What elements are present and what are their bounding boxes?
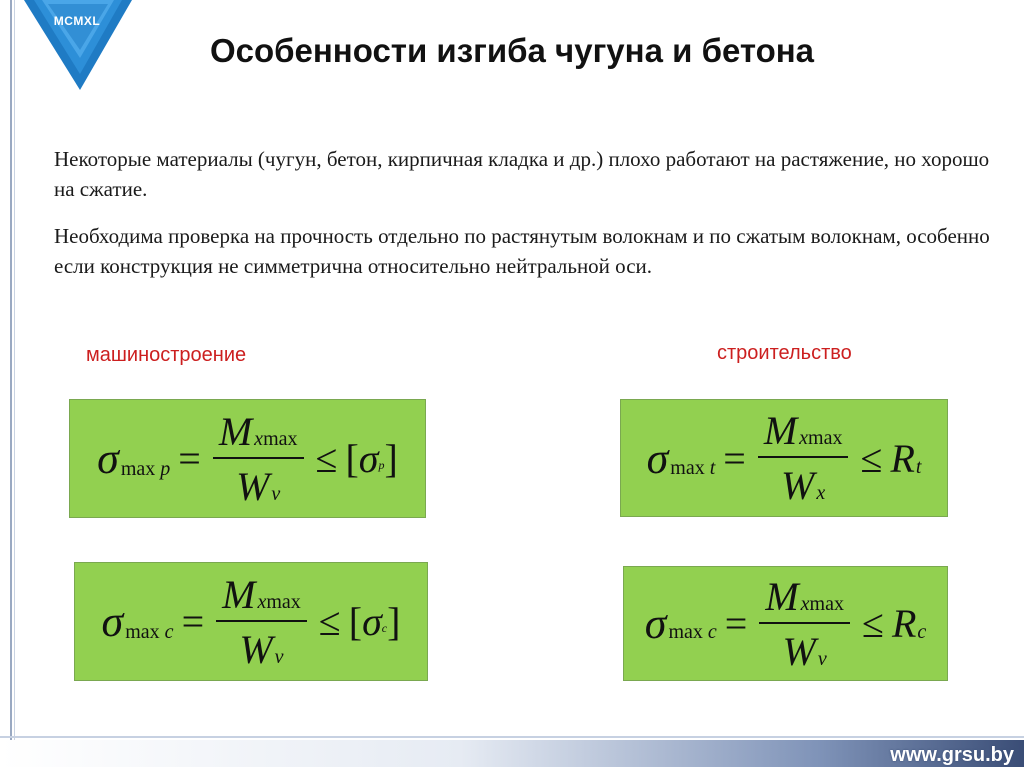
formula-box-compression-build (623, 566, 948, 681)
design-resistance-subscript: c (917, 621, 927, 643)
equals-sign: = (724, 601, 748, 646)
left-border-line-thin (14, 0, 15, 740)
formula-box-tension-mech (69, 399, 426, 518)
numerator: M xmax (213, 408, 304, 459)
label-construction: строительство (717, 342, 852, 364)
denominator: W v (782, 628, 827, 674)
formula-compression-mech (75, 563, 427, 680)
logo-text: MCMXL (53, 14, 101, 28)
formula-box-compression-mech (74, 562, 428, 681)
formula-tension-build (621, 400, 947, 516)
allowable-sigma: σ (358, 436, 379, 481)
sigma-subscript: max c (125, 621, 174, 643)
paragraph-materials: Некоторые материалы (чугун, бетон, кирпичная кладка и др.) плохо работают на растяжение, но хорошо на сжатие. (54, 147, 990, 201)
right-bracket: ] (384, 436, 398, 481)
less-equal-sign: ≤ (860, 435, 883, 481)
left-bracket: [ (345, 436, 359, 481)
website-url: www.grsu.by (890, 744, 1014, 766)
sigma-subscript: max t (670, 457, 716, 479)
sigma-subscript: max c (668, 621, 717, 643)
sigma-subscript: max p (120, 458, 171, 480)
fraction (213, 408, 304, 510)
numerator: M xmax (216, 571, 307, 622)
formula-compression-build (624, 567, 947, 680)
fraction (758, 407, 849, 509)
footer-bar (0, 740, 1024, 767)
left-border-line (10, 0, 12, 740)
fraction (759, 573, 850, 675)
sigma-symbol: σ (646, 433, 669, 483)
denominator: W v (236, 463, 281, 509)
allowable-sigma: σ (362, 599, 382, 644)
formula-tension-mech (70, 400, 425, 517)
denominator: W v (239, 626, 284, 672)
less-equal-sign: ≤ (315, 436, 338, 481)
allowable-sigma-subscript: c (381, 621, 388, 635)
right-bracket: ] (387, 599, 401, 644)
formula-box-tension-build (620, 399, 948, 517)
allowable-sigma-subscript: p (378, 458, 385, 472)
label-mechanical-engineering: машиностроение (86, 344, 247, 366)
design-resistance: R (891, 601, 917, 646)
left-bracket: [ (348, 599, 363, 644)
equals-sign: = (181, 599, 205, 644)
numerator: M xmax (759, 573, 850, 624)
design-resistance: R (890, 435, 915, 481)
paragraph-check: Необходима проверка на прочность отдельно по растянутым волокнам и по сжатым волокнам, особенно если конструкция не симметрична относительно нейтральной оси. (54, 224, 990, 278)
fraction (216, 571, 307, 673)
design-resistance-subscript: t (915, 455, 922, 478)
equals-sign: = (178, 436, 201, 481)
numerator: M xmax (758, 407, 849, 458)
page-title: Особенности изгиба чугуна и бетона (209, 32, 815, 69)
sigma-symbol: σ (644, 599, 667, 648)
footer-divider (0, 736, 1024, 738)
less-equal-sign: ≤ (318, 599, 341, 644)
sigma-symbol: σ (101, 597, 124, 646)
sigma-symbol: σ (97, 434, 119, 483)
equals-sign: = (723, 435, 746, 481)
less-equal-sign: ≤ (861, 601, 884, 646)
denominator: W x (781, 463, 826, 508)
